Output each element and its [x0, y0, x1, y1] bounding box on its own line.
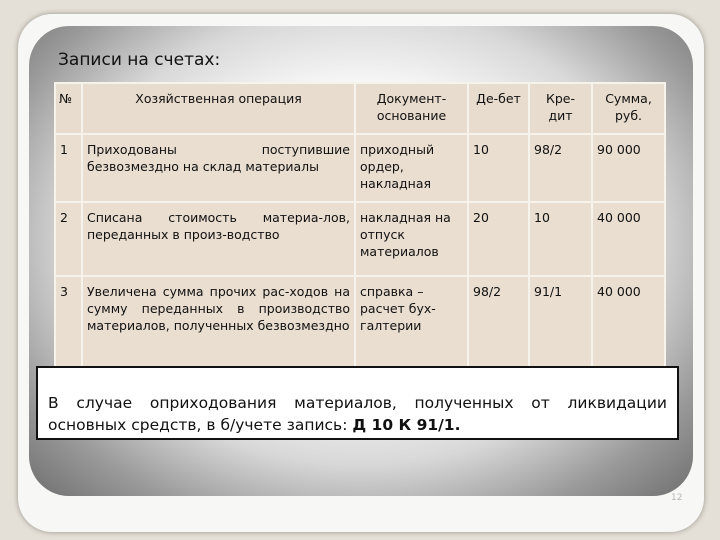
- cell-debit: 10: [468, 134, 529, 202]
- table-row: [55, 276, 665, 375]
- cell-number: 3: [55, 276, 82, 375]
- cell-document: приходный ордер, накладная: [355, 134, 468, 202]
- note-box: [36, 366, 679, 440]
- table-row: [55, 134, 665, 202]
- page-number: 12: [671, 493, 683, 503]
- cell-number: 2: [55, 202, 82, 276]
- cell-operation: Списана стоимость материа-лов, переданных в произ-водство: [82, 202, 355, 276]
- cell-amount: 90 000: [592, 134, 665, 202]
- header-operation: Хозяйственная операция: [82, 83, 355, 134]
- header-document: Документ-основание: [355, 83, 468, 134]
- cell-document: накладная на отпуск материалов: [355, 202, 468, 276]
- table-row: [55, 202, 665, 276]
- cell-amount: 40 000: [592, 276, 665, 375]
- cell-credit: 91/1: [529, 276, 592, 375]
- cell-debit: 20: [468, 202, 529, 276]
- cell-document: справка – расчет бух-галтерии: [355, 276, 468, 375]
- header-amount: Сумма, руб.: [592, 83, 665, 134]
- cell-credit: 10: [529, 202, 592, 276]
- header-number: №: [55, 83, 82, 134]
- header-debit: Де-бет: [468, 83, 529, 134]
- cell-operation: Приходованы поступившие безвозмездно на склад материалы: [82, 134, 355, 202]
- note-entry: Д 10 К 91/1.: [352, 416, 461, 434]
- cell-debit: 98/2: [468, 276, 529, 375]
- cell-credit: 98/2: [529, 134, 592, 202]
- note-text: В случае оприходования материалов, полученных от ликвидации основных средств, в б/учете запись:: [48, 394, 667, 434]
- accounting-entries-table: [54, 82, 666, 376]
- slide-title: Записи на счетах:: [58, 50, 221, 70]
- cell-operation: Увеличена сумма прочих рас-ходов на сумму переданных в производство материалов, полученных безвозмездно: [82, 276, 355, 375]
- header-credit: Кре-дит: [529, 83, 592, 134]
- cell-number: 1: [55, 134, 82, 202]
- table-header-row: [55, 83, 665, 134]
- cell-amount: 40 000: [592, 202, 665, 276]
